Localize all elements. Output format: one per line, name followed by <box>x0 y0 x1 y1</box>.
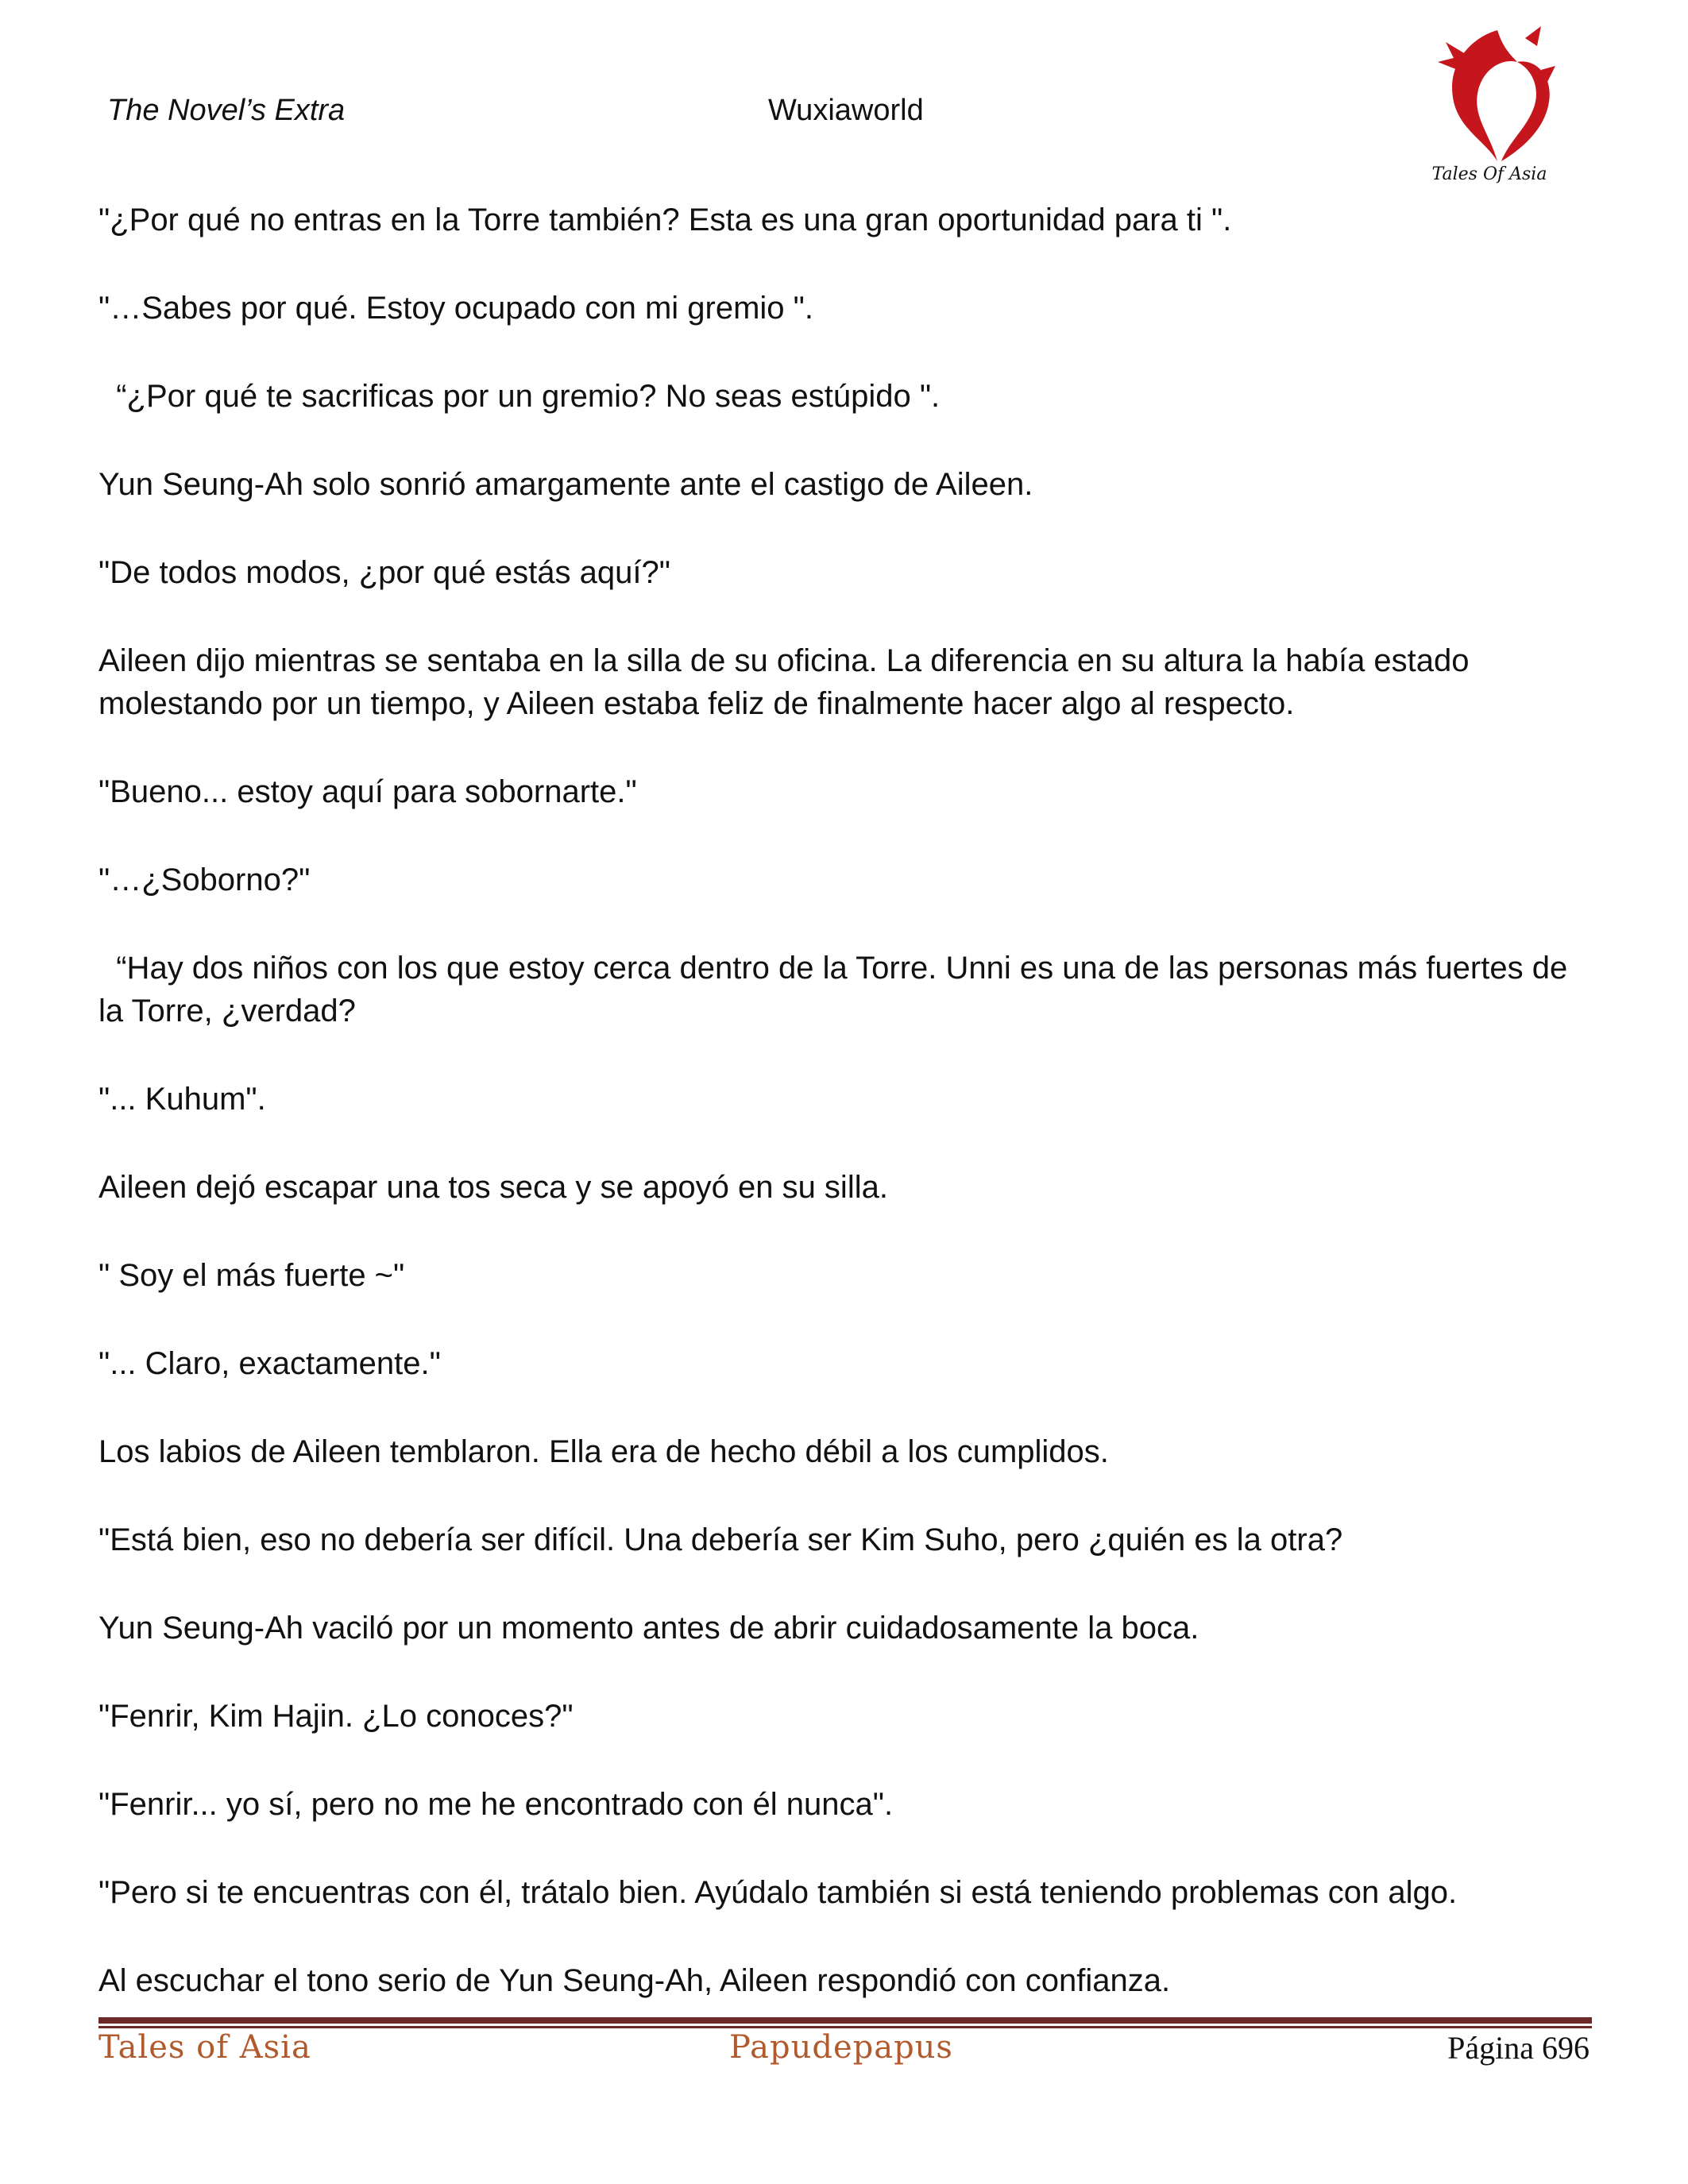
footer-translator: Papudepapus <box>729 2029 953 2066</box>
paragraph: Yun Seung-Ah vaciló por un momento antes de abrir cuidadosamente la boca. <box>98 1611 1199 1646</box>
paragraph: " Soy el más fuerte ~" <box>98 1258 405 1293</box>
paragraph: Yun Seung-Ah solo sonrió amargamente ante el castigo de Aileen. <box>98 467 1033 502</box>
page-number: Página 696 <box>1447 2030 1590 2066</box>
paragraph: Aileen dejó escapar una tos seca y se apoyó en su silla. <box>98 1170 888 1205</box>
paragraph: "Bueno... estoy aquí para sobornarte." <box>98 774 637 809</box>
paragraph: "Pero si te encuentras con él, trátalo bien. Ayúdalo también si está teniendo problemas con algo. <box>98 1875 1458 1910</box>
site-title: Wuxiaworld <box>768 94 924 127</box>
chapter-body <box>98 199 1592 2047</box>
paragraph: "... Kuhum". <box>98 1082 266 1117</box>
paragraph: "Fenrir, Kim Hajin. ¿Lo conoces?" <box>98 1699 574 1734</box>
paragraph: "…¿Soborno?" <box>98 862 311 897</box>
paragraph: "... Claro, exactamente." <box>98 1346 441 1381</box>
paragraph: Los labios de Aileen temblaron. Ella era de hecho débil a los cumplidos. <box>98 1434 1109 1469</box>
paragraph: "…Sabes por qué. Estoy ocupado con mi gremio ". <box>98 291 813 326</box>
paragraph: "Fenrir... yo sí, pero no me he encontrado con él nunca". <box>98 1787 894 1822</box>
novel-title: The Novel’s Extra <box>107 94 346 127</box>
paragraph: "Está bien, eso no debería ser difícil. Una debería ser Kim Suho, pero ¿quién es la otra? <box>98 1522 1343 1557</box>
paragraph: “Hay dos niños con los que estoy cerca dentro de la Torre. Unni es una de las personas más fuertes de la Torre, ¿verdad? <box>98 951 1577 1028</box>
paragraph: "¿Por qué no entras en la Torre también? Esta es una gran oportunidad para ti ". <box>98 203 1232 237</box>
paragraph: Al escuchar el tono serio de Yun Seung-Ah, Aileen respondió con confianza. <box>98 1963 1171 1998</box>
paragraph: Aileen dijo mientras se sentaba en la silla de su oficina. La diferencia en su altura la había estado molestando por un tiempo, y Aileen estaba feliz de finalmente hacer algo al respecto. <box>98 643 1478 721</box>
paragraph: “¿Por qué te sacrificas por un gremio? No seas estúpido ". <box>98 379 941 414</box>
paragraph: "De todos modos, ¿por qué estás aquí?" <box>98 555 670 590</box>
logo-text: Tales Of Asia <box>1431 164 1547 184</box>
dragon-logo-icon <box>1422 22 1557 189</box>
footer-brand: Tales of Asia <box>98 2029 311 2066</box>
